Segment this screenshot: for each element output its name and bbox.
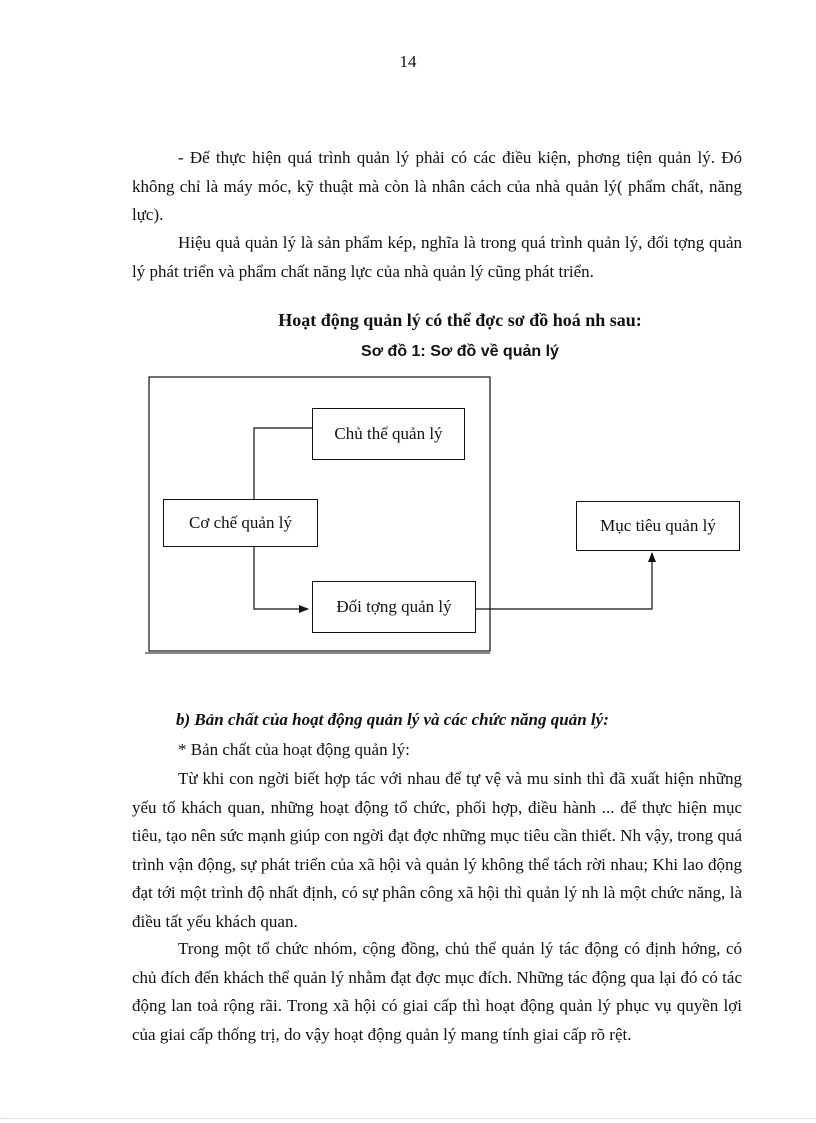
diagram-caption: Sơ đồ 1: Sơ đồ về quản lý [361,343,559,360]
section-b-title: b) Bản chất của hoạt động quản lý và các chức năng quản lý: [176,710,609,729]
page-number: 14 [399,52,417,71]
box-management-object: Đối tợng quản lý [312,581,476,633]
connector-mechanism-subject [254,428,312,499]
section-b-bullet: * Bản chất của hoạt động quản lý: [178,740,410,759]
paragraph-origin: Từ khi con ngời biết hợp tác với nhau để tự vệ và mu sinh thì đã xuất hiện những yếu tố khách quan, những hoạt động tổ chức, phối hợp, điều hành ... để thực hiện mục tiêu, tạo nên sức mạnh giúp con ngời đạt đợc những mục tiêu cần thiết. Nh vậy, trong quá trình vận động, sự phát triển của xã hội và quản lý không thể tách rời nhau; Khi lao động đạt tới một trình độ nhất định, có sự phân công xã hội thì quản lý nh là một chức năng, là điều tất yếu khách quan. [132,769,742,931]
paragraph-organization: Trong một tổ chức nhóm, cộng đồng, chủ thể quản lý tác động có định hớng, có chủ đích đến khách thể quản lý nhằm đạt đợc mục đích. Những tác động qua lại đó có tác động lan toả rộng rãi. Trong xã hội có giai cấp thì hoạt động quản lý phục vụ quyền lợi của giai cấp thống trị, do vậy hoạt động quản lý mang tính giai cấp rõ rệt. [132,939,742,1044]
arrow-mechanism-object [254,545,308,609]
box-management-mechanism: Cơ chế quản lý [163,499,318,547]
diagram-heading: Hoạt động quản lý có thể đợc sơ đồ hoá nh sau: [278,310,642,330]
arrow-object-goal [474,553,652,609]
box-management-goal: Mục tiêu quản lý [576,501,740,551]
box-management-subject: Chủ thể quản lý [312,408,465,460]
paragraph-efficiency: Hiệu quả quản lý là sản phẩm kép, nghĩa là trong quá trình quản lý, đối tợng quản lý phát triển và phẩm chất năng lực của nhà quản lý cũng phát triển. [132,233,742,281]
paragraph-conditions: - Để thực hiện quá trình quản lý phải có các điều kiện, phơng tiện quản lý. Đó không chỉ là máy móc, kỹ thuật mà còn là nhân cách của nhà quản lý( phẩm chất, năng lực). [132,148,742,224]
page-footer-divider [0,1118,816,1119]
